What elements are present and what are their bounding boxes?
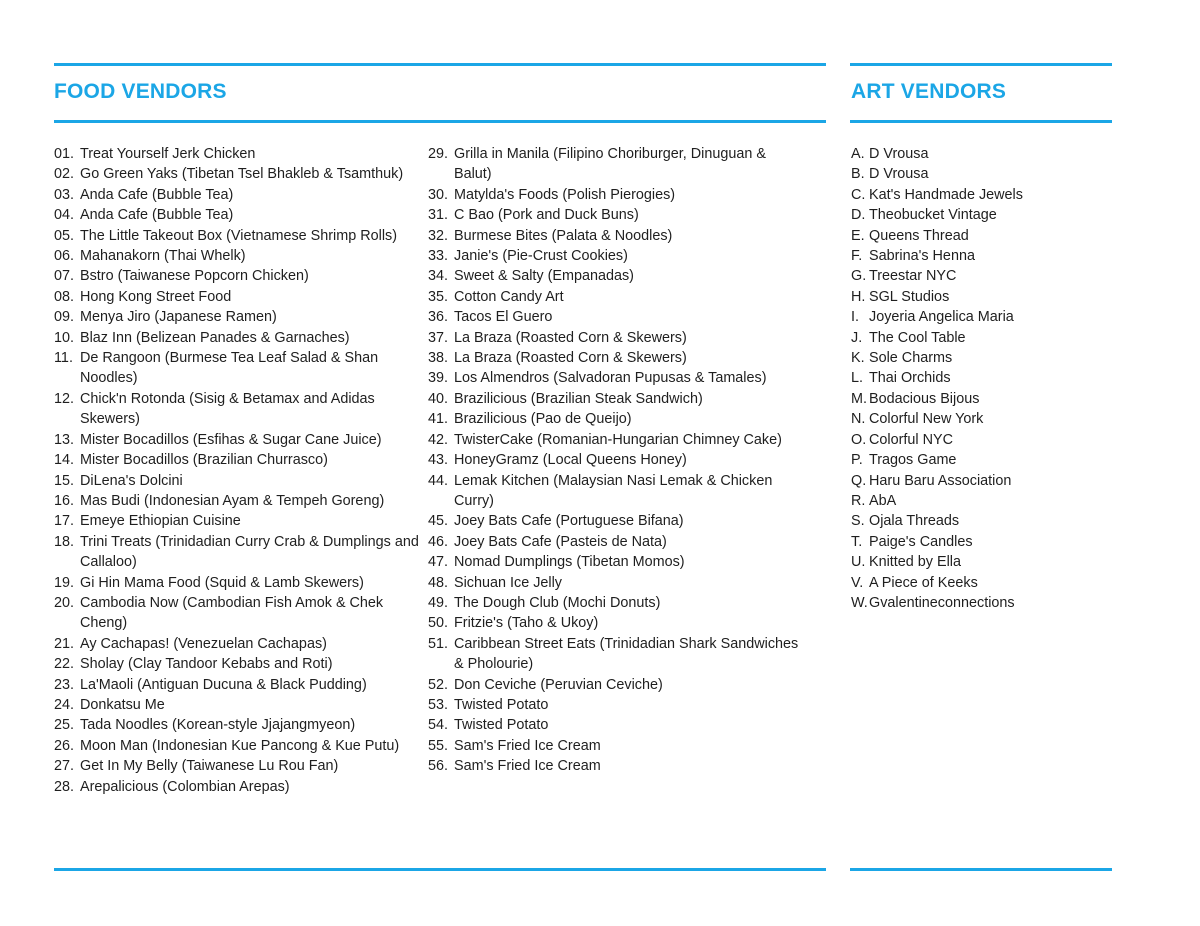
art-vendor-item [851, 409, 1106, 429]
list-item-name: Thai Orchids [869, 370, 951, 387]
list-item-name: La Braza (Roasted Corn & Skewers) [454, 350, 687, 367]
food-vendor-item [428, 613, 800, 633]
list-item-name: DiLena's Dolcini [80, 472, 183, 489]
food-vendor-item [54, 164, 422, 184]
food-vendor-item [54, 756, 422, 776]
list-item-number: K. [851, 350, 865, 367]
list-item-number: 39. [428, 370, 449, 387]
list-item-name: Sabrina's Henna [869, 248, 975, 265]
list-item-number: N. [851, 411, 866, 428]
list-item-number: 14. [54, 452, 75, 469]
food-vendor-item [428, 348, 800, 368]
list-item-name: Ay Cachapas! (Venezuelan Cachapas) [80, 635, 327, 652]
list-item-name: Mister Bocadillos (Esfihas & Sugar Cane Juice) [80, 431, 382, 448]
list-item-name: Fritzie's (Taho & Ukoy) [454, 615, 599, 632]
list-item-number: U. [851, 554, 866, 571]
art-vendor-item [851, 348, 1106, 368]
art-vendor-item [851, 430, 1106, 450]
list-item-number: 36. [428, 309, 449, 326]
list-item-number: D. [851, 207, 866, 224]
art-vendor-item [851, 511, 1106, 531]
list-item-number: 46. [428, 533, 449, 550]
food-vendor-item [54, 348, 422, 389]
list-item-number: 41. [428, 411, 449, 428]
list-item-number: 28. [54, 778, 75, 795]
list-item-name: Queens Thread [869, 227, 969, 244]
food-vendor-list-column-2 [428, 144, 800, 777]
list-item-number: 42. [428, 431, 449, 448]
list-item-number: 18. [54, 533, 75, 550]
food-vendor-item [54, 185, 422, 205]
art-vendor-item [851, 368, 1106, 388]
list-item-name: Mahanakorn (Thai Whelk) [80, 248, 246, 265]
food-vendor-item [428, 634, 800, 675]
art-vendor-item [851, 226, 1106, 246]
list-item-name: Emeye Ethiopian Cuisine [80, 513, 241, 530]
list-item-name: Sholay (Clay Tandoor Kebabs and Roti) [80, 656, 333, 673]
food-vendor-item [428, 307, 800, 327]
food-vendor-item [54, 328, 422, 348]
list-item-number: 44. [428, 472, 449, 489]
list-item-number: 33. [428, 248, 449, 265]
list-item-number: O. [851, 431, 867, 448]
list-item-name: Janie's (Pie-Crust Cookies) [454, 248, 628, 265]
list-item-name: Chick'n Rotonda (Sisig & Betamax and Adidas Skewers) [80, 390, 375, 428]
list-item-number: 53. [428, 696, 449, 713]
list-item-name: Cotton Candy Art [454, 288, 564, 305]
food-vendor-item [54, 695, 422, 715]
list-item-name: Sole Charms [869, 350, 953, 367]
list-item-number: 21. [54, 635, 75, 652]
list-item-name: Los Almendros (Salvadoran Pupusas & Tamales) [454, 370, 767, 387]
list-item-name: Donkatsu Me [80, 696, 165, 713]
list-item-name: HoneyGramz (Local Queens Honey) [454, 452, 687, 469]
list-item-name: Treat Yourself Jerk Chicken [80, 146, 256, 162]
list-item-name: Get In My Belly (Taiwanese Lu Rou Fan) [80, 758, 339, 775]
food-vendor-item [428, 552, 800, 572]
food-vendor-item [428, 430, 800, 450]
art-heading-rule [850, 120, 1112, 123]
list-item-name: Gvalentineconnections [869, 594, 1015, 611]
art-vendor-item [851, 164, 1106, 184]
list-item-name: The Dough Club (Mochi Donuts) [454, 594, 661, 611]
list-item-number: 37. [428, 329, 449, 346]
food-vendor-item [54, 532, 422, 573]
list-item-number: G. [851, 268, 867, 285]
art-vendor-item [851, 593, 1106, 613]
list-item-number: 06. [54, 248, 75, 265]
food-vendor-item [428, 471, 800, 512]
list-item-name: Twisted Potato [454, 717, 549, 734]
list-item-name: Tragos Game [869, 452, 957, 469]
food-vendor-item [54, 634, 422, 654]
art-vendor-item [851, 471, 1106, 491]
list-item-number: 29. [428, 146, 449, 162]
art-vendor-item [851, 205, 1106, 225]
list-item-number: W. [851, 594, 868, 611]
art-vendor-item [851, 246, 1106, 266]
art-vendor-item [851, 389, 1106, 409]
list-item-name: Cambodia Now (Cambodian Fish Amok & Chek Cheng) [80, 594, 384, 632]
food-vendor-item [428, 409, 800, 429]
list-item-number: 08. [54, 288, 75, 305]
food-vendor-item [54, 777, 422, 797]
list-item-name: D Vrousa [869, 146, 929, 162]
list-item-number: C. [851, 186, 866, 203]
list-item-name: TwisterCake (Romanian-Hungarian Chimney Cake) [454, 431, 782, 448]
list-item-number: 19. [54, 574, 75, 591]
food-heading-rule [54, 120, 826, 123]
list-item-name: Sam's Fried Ice Cream [454, 758, 601, 775]
food-vendor-item [54, 675, 422, 695]
list-item-name: Joey Bats Cafe (Pasteis de Nata) [454, 533, 667, 550]
food-vendor-item [428, 368, 800, 388]
list-item-name: Nomad Dumplings (Tibetan Momos) [454, 554, 685, 571]
list-item-name: Treestar NYC [869, 268, 957, 285]
food-vendors-heading: FOOD VENDORS [54, 80, 227, 103]
list-item-name: Brazilicious (Pao de Queijo) [454, 411, 632, 428]
art-vendor-item [851, 287, 1106, 307]
list-item-name: Burmese Bites (Palata & Noodles) [454, 227, 673, 244]
food-vendor-item [54, 389, 422, 430]
food-vendor-item [428, 695, 800, 715]
list-item-number: 10. [54, 329, 75, 346]
list-item-number: R. [851, 492, 866, 509]
list-item-number: A. [851, 146, 865, 162]
list-item-number: 20. [54, 594, 75, 611]
list-item-name: Caribbean Street Eats (Trinidadian Shark Sandwiches & Pholourie) [454, 635, 799, 673]
list-item-number: H. [851, 288, 866, 305]
list-item-name: Brazilicious (Brazilian Steak Sandwich) [454, 390, 703, 407]
list-item-number: V. [851, 574, 864, 591]
list-item-number: Q. [851, 472, 867, 489]
list-item-number: 22. [54, 656, 75, 673]
art-vendor-item [851, 450, 1106, 470]
list-item-number: J. [851, 329, 863, 346]
food-vendor-item [54, 287, 422, 307]
list-item-number: 03. [54, 186, 75, 203]
list-item-number: P. [851, 452, 863, 469]
list-item-name: Colorful New York [869, 411, 984, 428]
food-vendor-item [54, 593, 422, 634]
food-vendor-list-column-1 [54, 144, 422, 797]
list-item-name: Sam's Fried Ice Cream [454, 737, 601, 754]
food-vendor-item [428, 266, 800, 286]
list-item-name: Hong Kong Street Food [80, 288, 232, 305]
list-item-number: 35. [428, 288, 449, 305]
list-item-number: 26. [54, 737, 75, 754]
list-item-number: 40. [428, 390, 449, 407]
food-vendor-item [428, 205, 800, 225]
list-item-number: 07. [54, 268, 75, 285]
food-vendor-item [428, 389, 800, 409]
food-vendor-item [54, 736, 422, 756]
list-item-name: AbA [869, 492, 897, 509]
list-item-name: C Bao (Pork and Duck Buns) [454, 207, 639, 224]
list-item-name: Colorful NYC [869, 431, 953, 448]
list-item-number: 13. [54, 431, 75, 448]
list-item-number: M. [851, 390, 867, 407]
list-item-name: Kat's Handmade Jewels [869, 186, 1023, 203]
food-vendor-item [428, 287, 800, 307]
art-vendor-item [851, 573, 1106, 593]
list-item-name: Anda Cafe (Bubble Tea) [80, 207, 234, 224]
list-item-number: 49. [428, 594, 449, 611]
art-vendor-item [851, 266, 1106, 286]
list-item-number: 32. [428, 227, 449, 244]
list-item-number: 55. [428, 737, 449, 754]
food-vendor-item [428, 675, 800, 695]
art-vendor-item [851, 185, 1106, 205]
list-item-name: Tacos El Guero [454, 309, 553, 326]
food-vendor-item [54, 573, 422, 593]
art-vendor-item [851, 144, 1106, 164]
food-vendor-item [428, 185, 800, 205]
list-item-number: I. [851, 309, 859, 326]
list-item-number: 54. [428, 717, 449, 734]
food-vendor-item [428, 246, 800, 266]
list-item-name: Mas Budi (Indonesian Ayam & Tempeh Goreng) [80, 492, 385, 509]
list-item-number: 11. [54, 350, 73, 367]
list-item-name: Bstro (Taiwanese Popcorn Chicken) [80, 268, 309, 285]
list-item-name: Matylda's Foods (Polish Pierogies) [454, 186, 676, 203]
food-vendor-item [54, 144, 422, 164]
food-vendor-item [54, 266, 422, 286]
food-vendor-item [54, 715, 422, 735]
list-item-name: Trini Treats (Trinidadian Curry Crab & Dumplings and Callaloo) [80, 533, 419, 571]
food-vendor-item [54, 654, 422, 674]
food-vendor-item [54, 511, 422, 531]
list-item-name: Grilla in Manila (Filipino Choriburger, Dinuguan & Balut) [454, 146, 766, 183]
list-item-number: 27. [54, 758, 75, 775]
art-vendor-item [851, 307, 1106, 327]
list-item-number: 16. [54, 492, 75, 509]
list-item-number: F. [851, 248, 863, 265]
art-vendor-item [851, 491, 1106, 511]
art-vendor-item [851, 328, 1106, 348]
list-item-name: A Piece of Keeks [869, 574, 978, 591]
art-bottom-rule [850, 868, 1112, 871]
art-top-rule [850, 63, 1112, 66]
list-item-number: 51. [428, 635, 449, 652]
list-item-number: 31. [428, 207, 449, 224]
list-item-number: 05. [54, 227, 75, 244]
list-item-number: T. [851, 533, 863, 550]
list-item-name: The Cool Table [869, 329, 966, 346]
food-vendor-item [54, 307, 422, 327]
art-vendors-heading: ART VENDORS [851, 80, 1007, 103]
list-item-number: 45. [428, 513, 449, 530]
list-item-name: Sweet & Salty (Empanadas) [454, 268, 634, 285]
list-item-name: La'Maoli (Antiguan Ducuna & Black Pudding) [80, 676, 367, 693]
list-item-number: 04. [54, 207, 75, 224]
list-item-number: 01. [54, 146, 75, 162]
food-vendor-item [428, 532, 800, 552]
food-vendor-item [428, 756, 800, 776]
list-item-number: 15. [54, 472, 75, 489]
food-vendor-item [54, 430, 422, 450]
food-vendor-item [428, 328, 800, 348]
food-vendor-item [428, 450, 800, 470]
list-item-number: E. [851, 227, 865, 244]
list-item-number: 24. [54, 696, 75, 713]
food-vendor-item [428, 736, 800, 756]
list-item-name: Go Green Yaks (Tibetan Tsel Bhakleb & Tsamthuk) [80, 166, 404, 183]
list-item-number: 12. [54, 390, 75, 407]
list-item-name: Gi Hin Mama Food (Squid & Lamb Skewers) [80, 574, 364, 591]
food-vendor-item [54, 205, 422, 225]
food-vendor-item [428, 511, 800, 531]
list-item-name: Paige's Candles [869, 533, 973, 550]
list-item-name: D Vrousa [869, 166, 929, 183]
list-item-number: 50. [428, 615, 449, 632]
food-vendor-item [428, 573, 800, 593]
list-item-name: Ojala Threads [869, 513, 960, 530]
art-vendor-item [851, 552, 1106, 572]
list-item-name: Haru Baru Association [869, 472, 1012, 489]
list-item-number: 23. [54, 676, 75, 693]
food-vendor-item [54, 491, 422, 511]
art-vendor-item [851, 532, 1106, 552]
list-item-number: 09. [54, 309, 75, 326]
list-item-name: Moon Man (Indonesian Kue Pancong & Kue Putu) [80, 737, 400, 754]
list-item-name: Blaz Inn (Belizean Panades & Garnaches) [80, 329, 350, 346]
list-item-name: Don Ceviche (Peruvian Ceviche) [454, 676, 663, 693]
food-bottom-rule [54, 868, 826, 871]
list-item-number: 47. [428, 554, 449, 571]
list-item-name: Bodacious Bijous [869, 390, 980, 407]
food-vendor-item [54, 471, 422, 491]
list-item-name: Twisted Potato [454, 696, 549, 713]
list-item-number: B. [851, 166, 865, 183]
list-item-number: S. [851, 513, 865, 530]
food-vendor-item [428, 226, 800, 246]
list-item-number: 52. [428, 676, 449, 693]
food-vendor-item [54, 226, 422, 246]
list-item-name: La Braza (Roasted Corn & Skewers) [454, 329, 687, 346]
list-item-number: 30. [428, 186, 449, 203]
list-item-name: Joyeria Angelica Maria [869, 309, 1014, 326]
food-vendor-item [54, 246, 422, 266]
list-item-number: 34. [428, 268, 449, 285]
list-item-name: De Rangoon (Burmese Tea Leaf Salad & Shan Noodles) [80, 350, 379, 387]
list-item-name: Lemak Kitchen (Malaysian Nasi Lemak & Chicken Curry) [454, 472, 773, 509]
list-item-number: 02. [54, 166, 75, 183]
list-item-name: SGL Studios [869, 288, 950, 305]
food-top-rule [54, 63, 826, 66]
list-item-name: Anda Cafe (Bubble Tea) [80, 186, 234, 203]
food-vendor-item [428, 715, 800, 735]
list-item-name: Theobucket Vintage [869, 207, 997, 224]
list-item-number: 25. [54, 717, 75, 734]
food-vendor-item [428, 144, 800, 185]
list-item-number: L. [851, 370, 864, 387]
list-item-name: Knitted by Ella [869, 554, 961, 571]
list-item-name: Mister Bocadillos (Brazilian Churrasco) [80, 452, 328, 469]
list-item-number: 56. [428, 758, 449, 775]
list-item-name: Sichuan Ice Jelly [454, 574, 562, 591]
list-item-number: 38. [428, 350, 449, 367]
art-vendor-list [851, 144, 1106, 613]
food-vendor-item [54, 450, 422, 470]
list-item-name: Joey Bats Cafe (Portuguese Bifana) [454, 513, 684, 530]
list-item-number: 48. [428, 574, 449, 591]
food-vendor-item [428, 593, 800, 613]
list-item-name: Arepalicious (Colombian Arepas) [80, 778, 290, 795]
list-item-number: 43. [428, 452, 449, 469]
list-item-number: 17. [54, 513, 75, 530]
list-item-name: Menya Jiro (Japanese Ramen) [80, 309, 277, 326]
list-item-name: The Little Takeout Box (Vietnamese Shrimp Rolls) [80, 227, 398, 244]
list-item-name: Tada Noodles (Korean-style Jjajangmyeon) [80, 717, 356, 734]
